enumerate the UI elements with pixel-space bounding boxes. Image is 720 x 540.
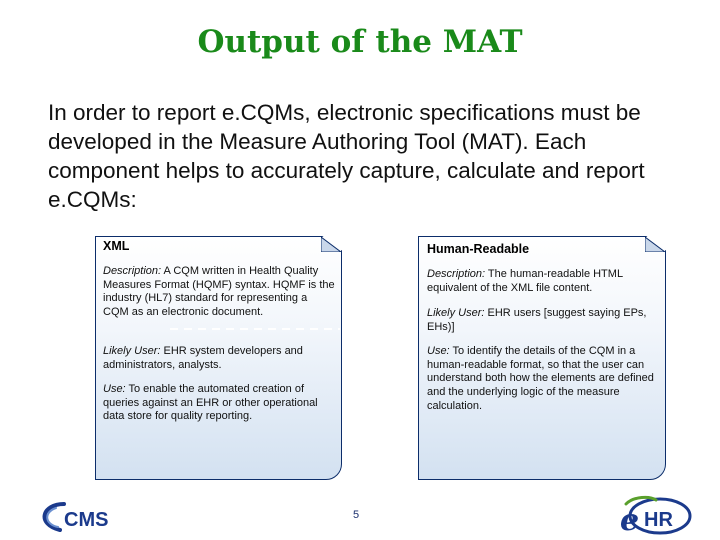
human-description-text: The human-readable HTML equivalent of the XML file content. <box>427 268 623 294</box>
folded-corner-icon <box>645 237 665 252</box>
xml-card-title: XML <box>103 239 130 253</box>
dashed-divider <box>170 328 340 330</box>
human-use <box>427 345 659 414</box>
human-description-label: Description: <box>427 268 486 280</box>
xml-user-label: Likely User: <box>103 345 161 357</box>
ehr-logo <box>616 494 694 538</box>
human-use-text: To identify the details of the CQM in a human-readable format, so that the user can understand both how the elements are defined and the underlying logic of the measure calculation. <box>427 345 654 412</box>
folded-corner-icon <box>321 237 341 252</box>
page-number: 5 <box>353 509 360 521</box>
xml-user-text: EHR system developers and administrators, analysts. <box>103 345 303 371</box>
xml-likely-user <box>103 345 335 372</box>
human-card-title: Human-Readable <box>427 242 530 256</box>
xml-description-text: A CQM written in Health Quality Measures Format (HQMF) syntax. HQMF is the industry (HL7) standard for representing a CQM as an electronic document. <box>103 265 335 319</box>
xml-use-text: To enable the automated creation of queries against an EHR or other operational data store for quality reporting. <box>103 383 318 423</box>
cms-logo-text: CMS <box>64 509 109 531</box>
xml-use-label: Use: <box>103 383 126 395</box>
human-user-label: Likely User: <box>427 307 485 319</box>
cms-logo <box>34 500 122 534</box>
xml-description <box>103 265 335 320</box>
human-user-text: EHR users [suggest saying EPs, EHs)] <box>427 307 647 333</box>
ehr-logo-text: HR <box>644 509 673 531</box>
slide-title: Output of the MAT <box>197 24 523 60</box>
ehr-logo-letter: e <box>620 503 640 538</box>
human-likely-user <box>427 307 659 334</box>
xml-description-label: Description: <box>103 265 162 277</box>
xml-use <box>103 383 335 424</box>
human-use-label: Use: <box>427 345 450 357</box>
intro-paragraph: In order to report e.CQMs, electronic specifications must be developed in the Measure Authoring Tool (MAT). Each component helps to accurately capture, calculate and report e.CQMs: <box>48 100 645 212</box>
human-description <box>427 268 659 295</box>
